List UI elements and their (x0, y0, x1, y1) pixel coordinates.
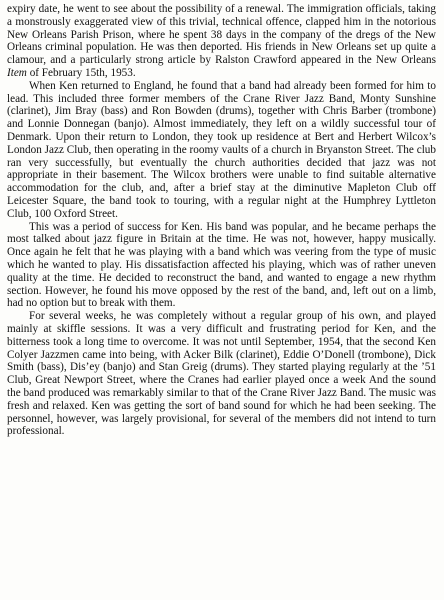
paragraph-text: expiry date, he went to see about the possibility of a renewal. The immigration officials, taking a monstrously exaggerated view of this trivial, technical offence, clapped him in the notorious New Orleans Parish Prison, where he spent 38 days in the company of the dregs of the New Orleans criminal population. He was then deported. His friends in New Orleans set up quite a clamour, and a particularly strong article by Ralston Crawford appeared in the New Orleans (7, 3, 436, 67)
paragraph-immigration (7, 3, 436, 80)
paragraph-text: of February 15th, 1953. (26, 66, 136, 79)
paragraph-return-to-england (7, 80, 436, 221)
paragraph-text: This was a period of success for Ken. His band was popular, and he became perhaps the most talked about jazz figure in Britain at the time. He was not, however, happy musically. Once again he felt that he was playing with a band which was veering from the type of music which he wanted to play. His dissatisfaction affected his playing, which was of rather uneven quality at the time. He decided to reconstruct the band, and wanted to engage a new rhythm section. However, he found his move opposed by the rest of the band, and, left out on a limb, had no option but to break with them. (7, 220, 436, 310)
body-text (7, 3, 436, 438)
paragraph-text: For several weeks, he was completely without a regular group of his own, and played mainly at skiffle sessions. It was a very difficult and frustrating period for Ken, and the bitterness took a long time to overcome. It was not until September, 1954, that the second Ken Colyer Jazzmen came into being, with Acker Bilk (clarinet), Eddie O’Donell (trombone), Dick Smith (bass), Dis’ey (banjo) and Stan Greig (drums). They started playing regularly at the ’51 Club, Great Newport Street, where the Cranes had earlier played once a week And the sound the band produced was remarkably similar to that of the Crane River Jazz Band. The music was fresh and relaxed. Ken was getting the sort of band sound for which he had been seeking. The personnel, however, was largely provisional, for several of the members did not intend to turn professional. (7, 310, 436, 438)
newspaper-title: Item (7, 66, 27, 79)
paragraph-text: When Ken returned to England, he found that a band had already been formed for him to lead. This included three former members of the Crane River Jazz Band, Monty Sunshine (clarinet), Jim Bray (bass) and Ron Bowden (drums), together with Chris Barber (trombone) and Lonnie Donnegan (banjo). Almost immediately, they left on a wildly successful tour of Denmark. Upon their return to London, they took up residence at Bert and Herbert Wilcox’s London Jazz Club, then operating in the roomy vaults of a church in Bryanston Street. The club ran very successfully, but eventually the church authorities decided that jazz was not appropriate in their basement. The Wilcox brothers were unable to find suitable alternative accommodation for the club, and, after a brief stay at the diminutive Mapleton Club off Leicester Square, the band took to touring, with a regular night at the Humphrey Lyttleton Club, 100 Oxford Street. (7, 79, 436, 220)
paragraph-second-jazzmen (7, 310, 436, 438)
paragraph-period-of-success (7, 221, 436, 311)
